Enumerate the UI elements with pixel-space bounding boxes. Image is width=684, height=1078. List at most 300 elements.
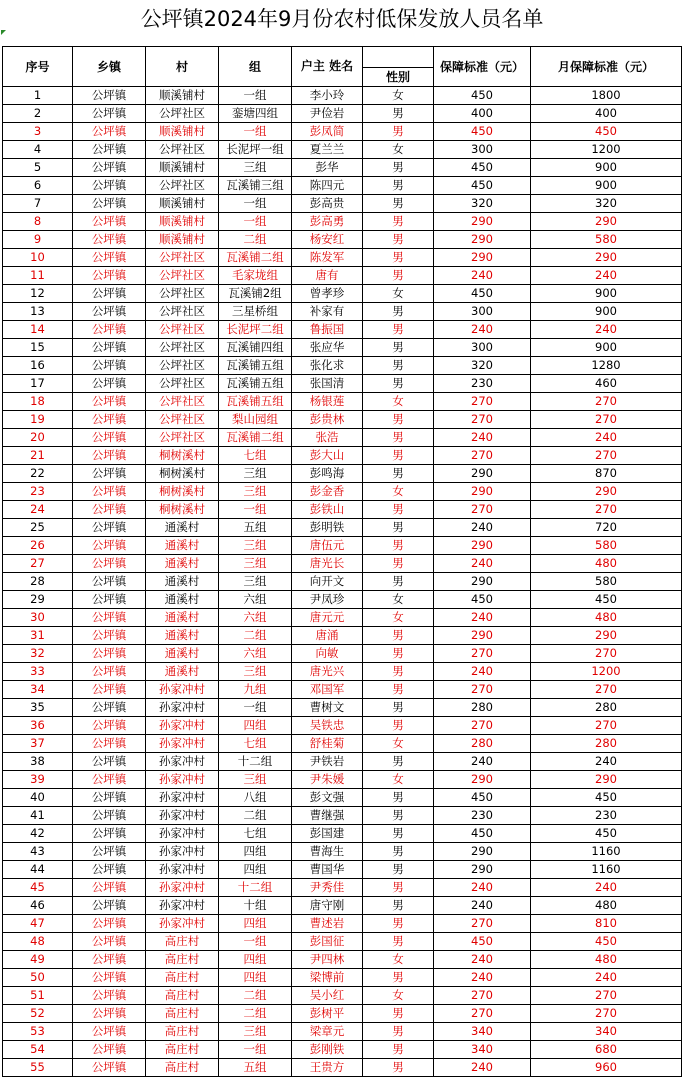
cell-seq: 44 xyxy=(3,861,73,879)
cell-seq: 25 xyxy=(3,519,73,537)
cell-standard: 450 xyxy=(434,159,531,177)
cell-name: 唐涌 xyxy=(292,627,363,645)
cell-name: 梁博前 xyxy=(292,969,363,987)
table-row xyxy=(3,879,682,897)
cell-standard: 450 xyxy=(434,825,531,843)
cell-group: 瓦溪铺三组 xyxy=(219,177,292,195)
header-village: 村 xyxy=(146,47,219,87)
cell-standard: 240 xyxy=(434,267,531,285)
cell-standard: 240 xyxy=(434,609,531,627)
cell-seq: 2 xyxy=(3,105,73,123)
cell-group: 六组 xyxy=(219,645,292,663)
cell-name: 彭大山 xyxy=(292,447,363,465)
cell-seq: 16 xyxy=(3,357,73,375)
cell-name: 李小玲 xyxy=(292,87,363,105)
cell-town: 公坪镇 xyxy=(73,861,146,879)
cell-name: 向开文 xyxy=(292,573,363,591)
cell-town: 公坪镇 xyxy=(73,519,146,537)
cell-monthly: 240 xyxy=(531,429,682,447)
cell-monthly: 290 xyxy=(531,771,682,789)
cell-village: 公坪社区 xyxy=(146,375,219,393)
cell-gender: 男 xyxy=(363,501,434,519)
cell-group: 四组 xyxy=(219,717,292,735)
cell-seq: 35 xyxy=(3,699,73,717)
cell-name: 张浩 xyxy=(292,429,363,447)
cell-gender: 男 xyxy=(363,789,434,807)
cell-village: 孙家冲村 xyxy=(146,681,219,699)
cell-village: 通溪村 xyxy=(146,627,219,645)
cell-seq: 3 xyxy=(3,123,73,141)
cell-village: 孙家冲村 xyxy=(146,717,219,735)
cell-seq: 29 xyxy=(3,591,73,609)
cell-group: 九组 xyxy=(219,681,292,699)
cell-gender: 男 xyxy=(363,933,434,951)
cell-town: 公坪镇 xyxy=(73,231,146,249)
cell-gender: 男 xyxy=(363,357,434,375)
cell-standard: 240 xyxy=(434,555,531,573)
table-row xyxy=(3,465,682,483)
cell-standard: 280 xyxy=(434,699,531,717)
cell-gender: 男 xyxy=(363,663,434,681)
cell-monthly: 1160 xyxy=(531,861,682,879)
cell-town: 公坪镇 xyxy=(73,321,146,339)
cell-town: 公坪镇 xyxy=(73,969,146,987)
cell-seq: 17 xyxy=(3,375,73,393)
cell-monthly: 320 xyxy=(531,195,682,213)
cell-seq: 30 xyxy=(3,609,73,627)
cell-standard: 240 xyxy=(434,753,531,771)
cell-gender: 男 xyxy=(363,519,434,537)
cell-village: 通溪村 xyxy=(146,645,219,663)
cell-name: 彭明铁 xyxy=(292,519,363,537)
cell-seq: 53 xyxy=(3,1023,73,1041)
table-row xyxy=(3,915,682,933)
cell-group: 二组 xyxy=(219,807,292,825)
table-row xyxy=(3,771,682,789)
cell-seq: 32 xyxy=(3,645,73,663)
table-row xyxy=(3,159,682,177)
cell-gender: 男 xyxy=(363,123,434,141)
cell-seq: 8 xyxy=(3,213,73,231)
cell-town: 公坪镇 xyxy=(73,663,146,681)
table-row xyxy=(3,213,682,231)
cell-standard: 240 xyxy=(434,321,531,339)
cell-town: 公坪镇 xyxy=(73,447,146,465)
cell-town: 公坪镇 xyxy=(73,843,146,861)
table-row xyxy=(3,141,682,159)
table-row xyxy=(3,699,682,717)
table-row xyxy=(3,555,682,573)
table-header xyxy=(3,47,682,87)
cell-seq: 6 xyxy=(3,177,73,195)
cell-monthly: 240 xyxy=(531,753,682,771)
cell-name: 曹继强 xyxy=(292,807,363,825)
cell-monthly: 450 xyxy=(531,825,682,843)
cell-town: 公坪镇 xyxy=(73,897,146,915)
cell-gender: 女 xyxy=(363,987,434,1005)
cell-village: 高庄村 xyxy=(146,1059,219,1077)
table-row xyxy=(3,429,682,447)
cell-seq: 13 xyxy=(3,303,73,321)
table-row xyxy=(3,303,682,321)
cell-monthly: 900 xyxy=(531,159,682,177)
cell-name: 杨安红 xyxy=(292,231,363,249)
cell-town: 公坪镇 xyxy=(73,933,146,951)
cell-name: 唐元元 xyxy=(292,609,363,627)
cell-village: 通溪村 xyxy=(146,537,219,555)
cell-name: 王贵方 xyxy=(292,1059,363,1077)
cell-town: 公坪镇 xyxy=(73,735,146,753)
table-row xyxy=(3,933,682,951)
table-row xyxy=(3,1023,682,1041)
table-row xyxy=(3,537,682,555)
cell-name: 唐光兴 xyxy=(292,663,363,681)
cell-gender: 男 xyxy=(363,303,434,321)
cell-monthly: 720 xyxy=(531,519,682,537)
cell-name: 向敏 xyxy=(292,645,363,663)
cell-group: 瓦溪铺四组 xyxy=(219,339,292,357)
cell-seq: 9 xyxy=(3,231,73,249)
cell-village: 顺溪铺村 xyxy=(146,231,219,249)
table-row xyxy=(3,663,682,681)
cell-standard: 270 xyxy=(434,411,531,429)
cell-gender: 男 xyxy=(363,825,434,843)
cell-seq: 1 xyxy=(3,87,73,105)
cell-monthly: 450 xyxy=(531,789,682,807)
header-monthly: 月保障标准（元） xyxy=(531,47,682,87)
cell-name: 曹树文 xyxy=(292,699,363,717)
cell-standard: 450 xyxy=(434,177,531,195)
cell-gender: 男 xyxy=(363,1059,434,1077)
cell-group: 长泥坪二组 xyxy=(219,321,292,339)
cell-name: 彭国征 xyxy=(292,933,363,951)
cell-seq: 14 xyxy=(3,321,73,339)
cell-monthly: 480 xyxy=(531,555,682,573)
cell-gender: 男 xyxy=(363,717,434,735)
cell-gender: 男 xyxy=(363,969,434,987)
cell-village: 通溪村 xyxy=(146,591,219,609)
cell-seq: 36 xyxy=(3,717,73,735)
cell-town: 公坪镇 xyxy=(73,339,146,357)
cell-town: 公坪镇 xyxy=(73,879,146,897)
cell-seq: 34 xyxy=(3,681,73,699)
cell-name: 张化求 xyxy=(292,357,363,375)
cell-seq: 40 xyxy=(3,789,73,807)
cell-name: 彭树平 xyxy=(292,1005,363,1023)
cell-town: 公坪镇 xyxy=(73,717,146,735)
cell-town: 公坪镇 xyxy=(73,249,146,267)
cell-seq: 47 xyxy=(3,915,73,933)
cell-group: 十二组 xyxy=(219,879,292,897)
cell-gender: 男 xyxy=(363,231,434,249)
cell-group: 二组 xyxy=(219,987,292,1005)
cell-monthly: 900 xyxy=(531,285,682,303)
cell-standard: 290 xyxy=(434,771,531,789)
cell-group: 四组 xyxy=(219,915,292,933)
cell-standard: 270 xyxy=(434,1005,531,1023)
header-standard: 保障标准（元） xyxy=(434,47,531,87)
header-group: 组 xyxy=(219,47,292,87)
cell-name: 尹秀佳 xyxy=(292,879,363,897)
table-row xyxy=(3,501,682,519)
cell-name: 彭文强 xyxy=(292,789,363,807)
cell-name: 彭华 xyxy=(292,159,363,177)
table-row xyxy=(3,249,682,267)
cell-village: 公坪社区 xyxy=(146,429,219,447)
cell-gender: 男 xyxy=(363,897,434,915)
cell-standard: 320 xyxy=(434,195,531,213)
cell-town: 公坪镇 xyxy=(73,141,146,159)
cell-standard: 300 xyxy=(434,339,531,357)
cell-seq: 54 xyxy=(3,1041,73,1059)
cell-standard: 290 xyxy=(434,843,531,861)
cell-gender: 男 xyxy=(363,213,434,231)
cell-standard: 230 xyxy=(434,375,531,393)
cell-group: 四组 xyxy=(219,951,292,969)
cell-town: 公坪镇 xyxy=(73,609,146,627)
cell-name: 补家有 xyxy=(292,303,363,321)
cell-group: 一组 xyxy=(219,699,292,717)
cell-village: 公坪社区 xyxy=(146,339,219,357)
cell-standard: 270 xyxy=(434,501,531,519)
cell-village: 高庄村 xyxy=(146,987,219,1005)
cell-group: 三组 xyxy=(219,537,292,555)
cell-standard: 280 xyxy=(434,735,531,753)
cell-seq: 7 xyxy=(3,195,73,213)
cell-gender: 男 xyxy=(363,681,434,699)
cell-group: 三星桥组 xyxy=(219,303,292,321)
cell-group: 四组 xyxy=(219,843,292,861)
cell-monthly: 450 xyxy=(531,123,682,141)
cell-name: 彭贵林 xyxy=(292,411,363,429)
header-head-name: 户主 姓名 xyxy=(292,47,363,87)
cell-village: 顺溪铺村 xyxy=(146,87,219,105)
cell-seq: 38 xyxy=(3,753,73,771)
header-gender-blank xyxy=(363,47,434,68)
cell-standard: 230 xyxy=(434,807,531,825)
table-row xyxy=(3,357,682,375)
table-row xyxy=(3,573,682,591)
cell-town: 公坪镇 xyxy=(73,681,146,699)
table-row xyxy=(3,1005,682,1023)
cell-seq: 31 xyxy=(3,627,73,645)
cell-name: 曹国华 xyxy=(292,861,363,879)
cell-monthly: 900 xyxy=(531,177,682,195)
cell-gender: 男 xyxy=(363,645,434,663)
cell-group: 瓦溪铺二组 xyxy=(219,429,292,447)
cell-group: 一组 xyxy=(219,933,292,951)
cell-village: 公坪社区 xyxy=(146,357,219,375)
cell-monthly: 870 xyxy=(531,465,682,483)
cell-seq: 39 xyxy=(3,771,73,789)
cell-standard: 240 xyxy=(434,951,531,969)
cell-monthly: 270 xyxy=(531,393,682,411)
cell-village: 孙家冲村 xyxy=(146,915,219,933)
cell-village: 公坪社区 xyxy=(146,177,219,195)
cell-village: 通溪村 xyxy=(146,663,219,681)
cell-monthly: 1200 xyxy=(531,141,682,159)
cell-gender: 男 xyxy=(363,915,434,933)
cell-town: 公坪镇 xyxy=(73,105,146,123)
cell-monthly: 270 xyxy=(531,447,682,465)
cell-group: 三组 xyxy=(219,465,292,483)
cell-village: 孙家冲村 xyxy=(146,825,219,843)
cell-name: 尹铁岩 xyxy=(292,753,363,771)
table-row xyxy=(3,339,682,357)
cell-seq: 27 xyxy=(3,555,73,573)
cell-town: 公坪镇 xyxy=(73,123,146,141)
cell-group: 长泥坪一组 xyxy=(219,141,292,159)
cell-name: 曹述岩 xyxy=(292,915,363,933)
cell-standard: 450 xyxy=(434,933,531,951)
cell-village: 孙家冲村 xyxy=(146,771,219,789)
cell-gender: 女 xyxy=(363,285,434,303)
cell-seq: 23 xyxy=(3,483,73,501)
table-row xyxy=(3,591,682,609)
cell-monthly: 400 xyxy=(531,105,682,123)
cell-village: 孙家冲村 xyxy=(146,753,219,771)
cell-seq: 22 xyxy=(3,465,73,483)
cell-town: 公坪镇 xyxy=(73,645,146,663)
cell-town: 公坪镇 xyxy=(73,213,146,231)
cell-gender: 女 xyxy=(363,735,434,753)
cell-town: 公坪镇 xyxy=(73,177,146,195)
cell-group: 一组 xyxy=(219,213,292,231)
table-row xyxy=(3,897,682,915)
cell-name: 彭鸣海 xyxy=(292,465,363,483)
cell-standard: 240 xyxy=(434,969,531,987)
cell-name: 彭金香 xyxy=(292,483,363,501)
cell-standard: 240 xyxy=(434,663,531,681)
cell-name: 唐守刚 xyxy=(292,897,363,915)
cell-standard: 270 xyxy=(434,645,531,663)
cell-gender: 男 xyxy=(363,267,434,285)
cell-village: 孙家冲村 xyxy=(146,879,219,897)
cell-town: 公坪镇 xyxy=(73,627,146,645)
cell-group: 六组 xyxy=(219,609,292,627)
cell-name: 唐伍元 xyxy=(292,537,363,555)
cell-gender: 女 xyxy=(363,393,434,411)
cell-name: 曹海生 xyxy=(292,843,363,861)
cell-village: 孙家冲村 xyxy=(146,789,219,807)
cell-gender: 男 xyxy=(363,375,434,393)
cell-name: 夏兰兰 xyxy=(292,141,363,159)
table-row xyxy=(3,393,682,411)
cell-standard: 270 xyxy=(434,717,531,735)
cell-seq: 49 xyxy=(3,951,73,969)
table-row xyxy=(3,177,682,195)
cell-gender: 男 xyxy=(363,1023,434,1041)
cell-monthly: 290 xyxy=(531,483,682,501)
table-row xyxy=(3,1041,682,1059)
cell-seq: 5 xyxy=(3,159,73,177)
cell-group: 十组 xyxy=(219,897,292,915)
cell-standard: 300 xyxy=(434,303,531,321)
cell-gender: 女 xyxy=(363,483,434,501)
cell-group: 毛家垅组 xyxy=(219,267,292,285)
cell-monthly: 240 xyxy=(531,969,682,987)
cell-town: 公坪镇 xyxy=(73,1041,146,1059)
cell-seq: 15 xyxy=(3,339,73,357)
cell-monthly: 340 xyxy=(531,1023,682,1041)
cell-standard: 290 xyxy=(434,213,531,231)
cell-gender: 男 xyxy=(363,537,434,555)
cell-monthly: 290 xyxy=(531,627,682,645)
cell-monthly: 580 xyxy=(531,231,682,249)
cell-town: 公坪镇 xyxy=(73,195,146,213)
cell-village: 桐树溪村 xyxy=(146,483,219,501)
table-row xyxy=(3,1059,682,1077)
cell-group: 一组 xyxy=(219,501,292,519)
cell-monthly: 680 xyxy=(531,1041,682,1059)
cell-town: 公坪镇 xyxy=(73,825,146,843)
cell-village: 通溪村 xyxy=(146,555,219,573)
cell-name: 梁章元 xyxy=(292,1023,363,1041)
cell-group: 一组 xyxy=(219,195,292,213)
cell-group: 瓦溪铺五组 xyxy=(219,375,292,393)
cell-name: 唐光长 xyxy=(292,555,363,573)
cell-village: 孙家冲村 xyxy=(146,699,219,717)
table-row xyxy=(3,105,682,123)
cell-monthly: 1200 xyxy=(531,663,682,681)
cell-name: 彭高贵 xyxy=(292,195,363,213)
table-row xyxy=(3,969,682,987)
cell-town: 公坪镇 xyxy=(73,591,146,609)
cell-town: 公坪镇 xyxy=(73,285,146,303)
cell-gender: 男 xyxy=(363,879,434,897)
cell-corner-marker xyxy=(1,30,6,35)
cell-monthly: 280 xyxy=(531,699,682,717)
cell-gender: 男 xyxy=(363,105,434,123)
cell-village: 桐树溪村 xyxy=(146,465,219,483)
cell-name: 彭铁山 xyxy=(292,501,363,519)
cell-group: 三组 xyxy=(219,573,292,591)
table-row xyxy=(3,195,682,213)
cell-town: 公坪镇 xyxy=(73,915,146,933)
cell-village: 孙家冲村 xyxy=(146,735,219,753)
cell-village: 公坪社区 xyxy=(146,393,219,411)
cell-gender: 女 xyxy=(363,141,434,159)
cell-town: 公坪镇 xyxy=(73,987,146,1005)
cell-seq: 52 xyxy=(3,1005,73,1023)
cell-seq: 11 xyxy=(3,267,73,285)
header-town: 乡镇 xyxy=(73,47,146,87)
cell-standard: 450 xyxy=(434,789,531,807)
cell-gender: 女 xyxy=(363,771,434,789)
cell-monthly: 460 xyxy=(531,375,682,393)
cell-town: 公坪镇 xyxy=(73,951,146,969)
cell-town: 公坪镇 xyxy=(73,1005,146,1023)
cell-monthly: 270 xyxy=(531,1005,682,1023)
cell-gender: 男 xyxy=(363,699,434,717)
cell-standard: 270 xyxy=(434,447,531,465)
cell-town: 公坪镇 xyxy=(73,771,146,789)
cell-village: 公坪社区 xyxy=(146,141,219,159)
cell-standard: 290 xyxy=(434,573,531,591)
cell-group: 七组 xyxy=(219,447,292,465)
cell-town: 公坪镇 xyxy=(73,555,146,573)
recipient-table xyxy=(2,46,682,1077)
cell-town: 公坪镇 xyxy=(73,501,146,519)
table-row xyxy=(3,843,682,861)
cell-town: 公坪镇 xyxy=(73,537,146,555)
cell-monthly: 270 xyxy=(531,987,682,1005)
cell-town: 公坪镇 xyxy=(73,87,146,105)
cell-monthly: 480 xyxy=(531,897,682,915)
cell-seq: 46 xyxy=(3,897,73,915)
table-row xyxy=(3,645,682,663)
cell-gender: 男 xyxy=(363,861,434,879)
